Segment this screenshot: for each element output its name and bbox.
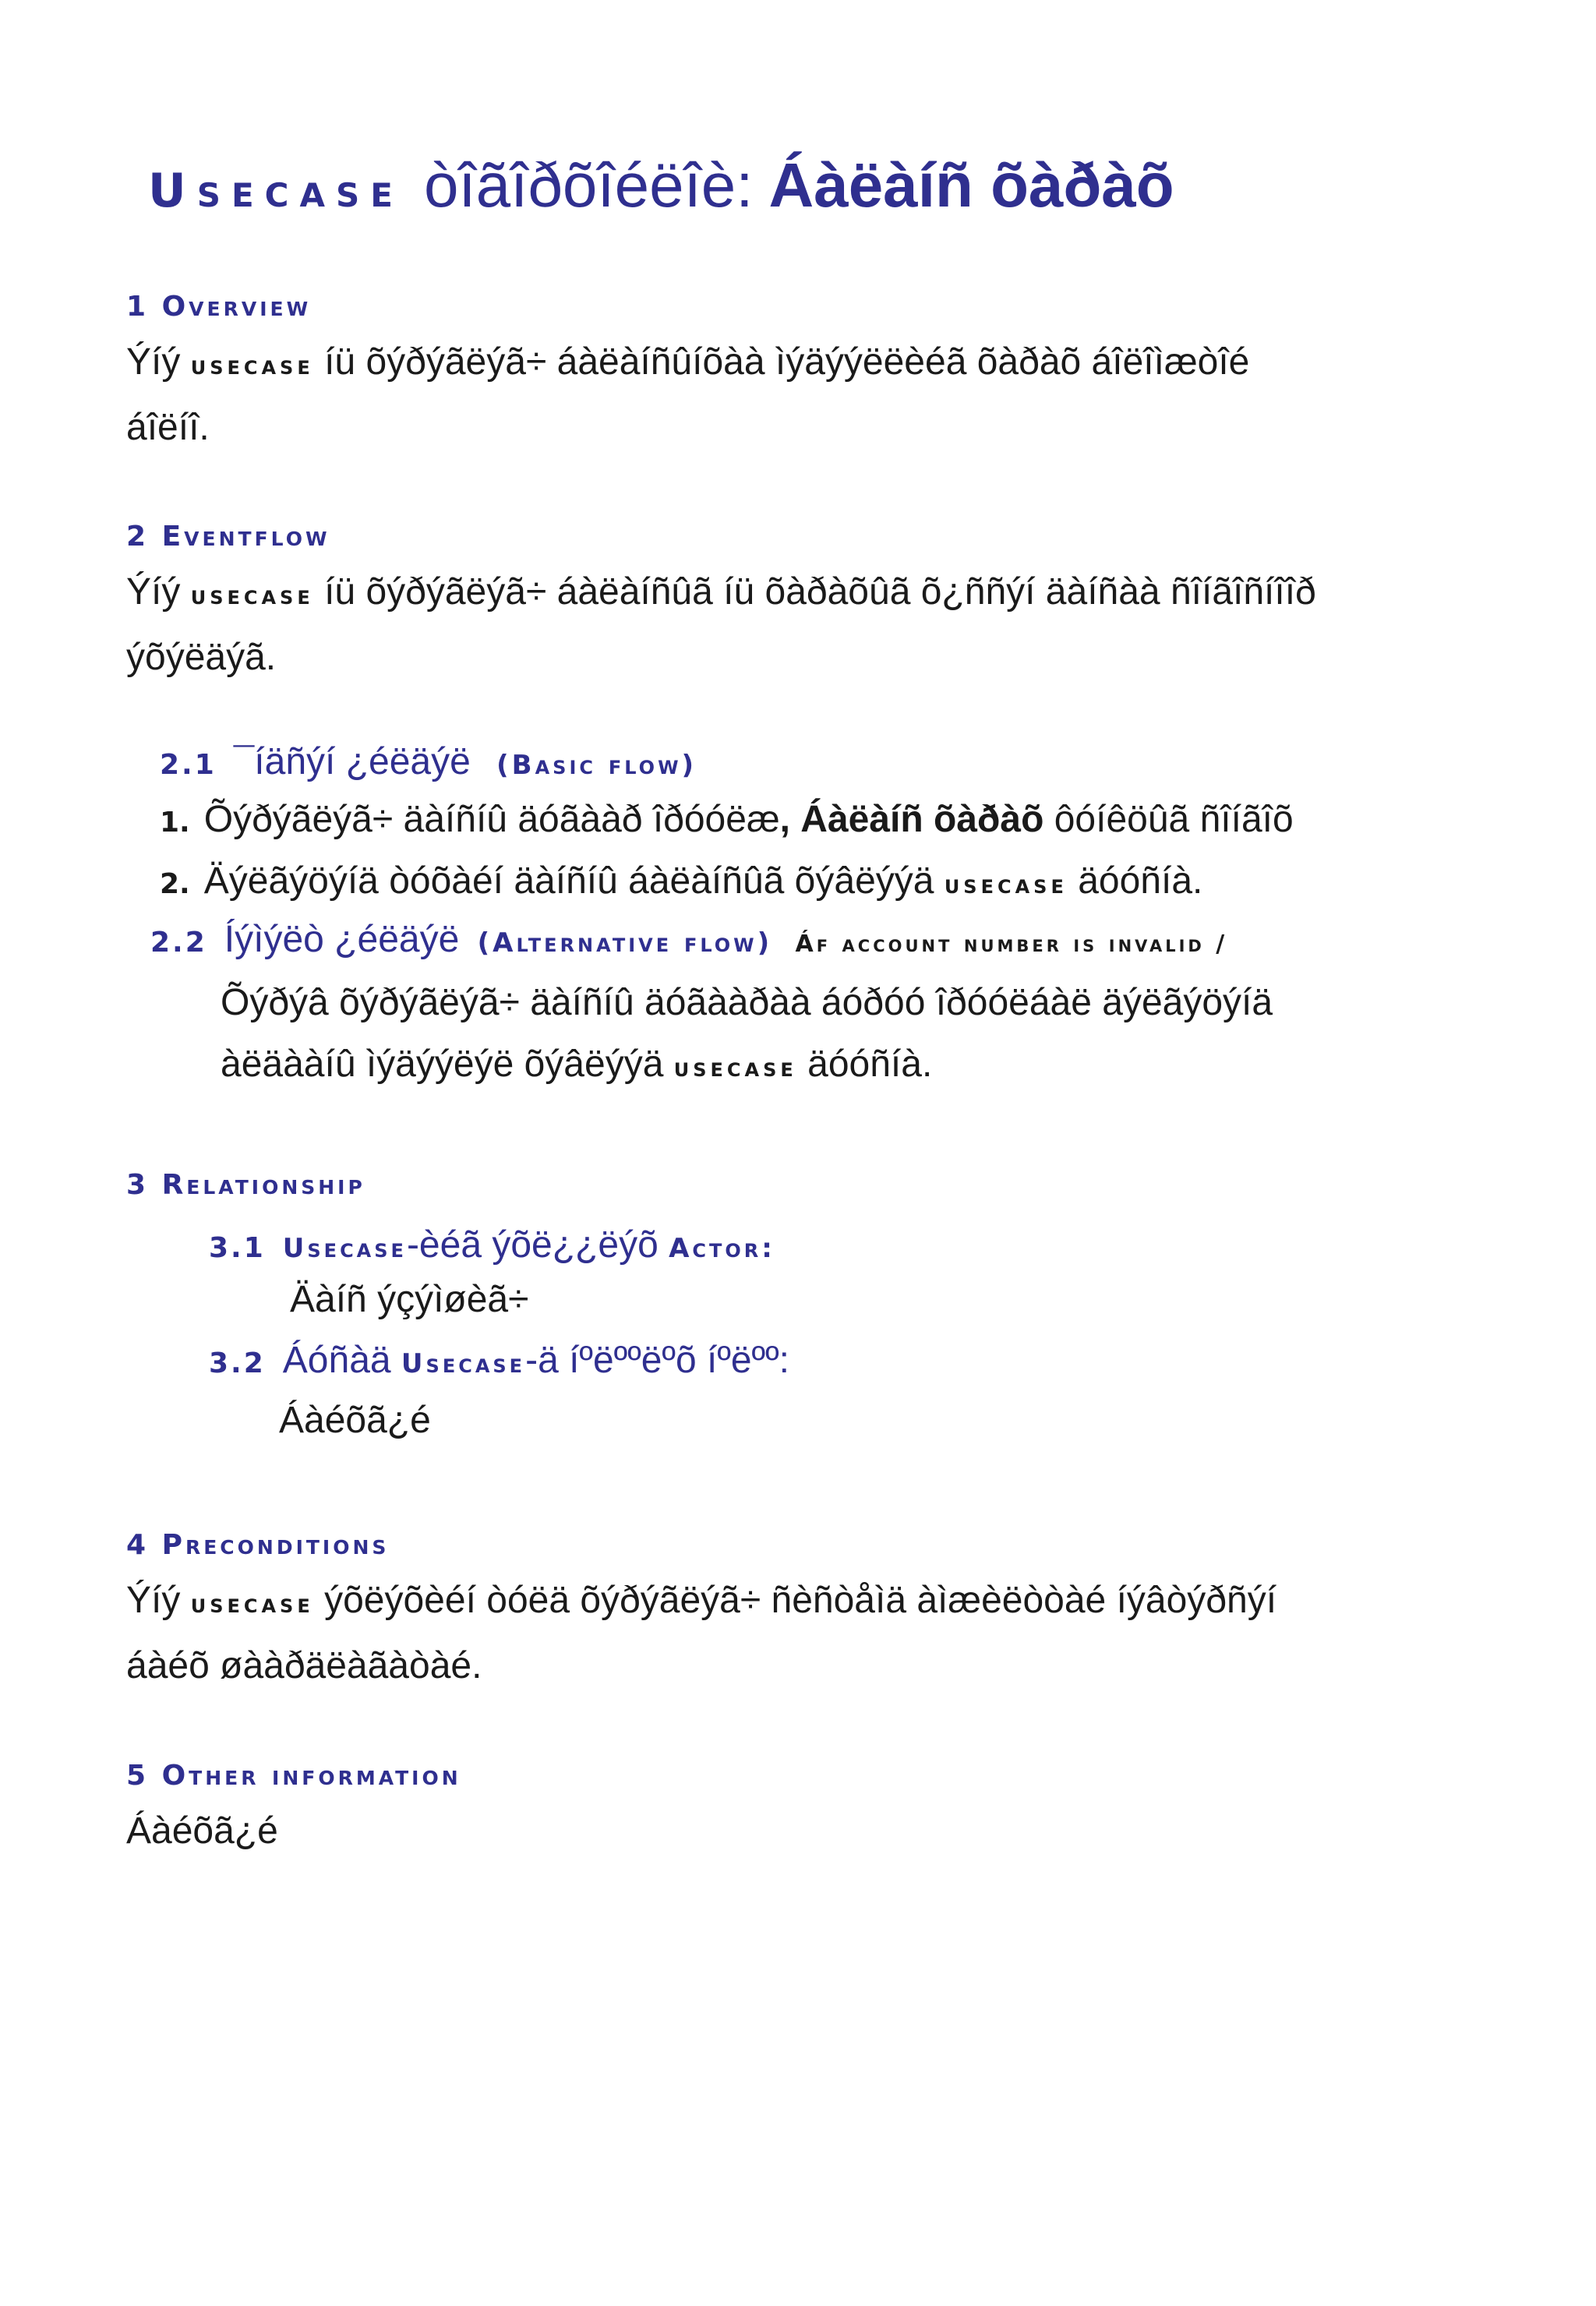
relationship-sub2-usecase: Usecase [401, 1348, 526, 1379]
step-text-pre: Äýëãýöýíä òóõàéí äàíñíû áàëàíñûã õýâëýýä [203, 860, 934, 902]
eventflow-text-post: íü õýðýãëýã÷ áàëàíñûã íü õàðàõûã õ¿ññýí äàíñàà ñîíãîñíîîð [324, 571, 1316, 613]
overview-keyword: usecase [190, 350, 314, 381]
basic-flow-step [160, 860, 1202, 902]
relationship-sub1-usecase: Usecase [282, 1233, 407, 1264]
alt-flow-condition: Áf account number is invalid / [795, 931, 1228, 958]
step-text-post: ôóíêöûã ñîíãîõ [1043, 799, 1294, 840]
alt-flow-text [221, 972, 1545, 1099]
step-text-post: äóóñíà. [1078, 860, 1203, 902]
relationship-heading: 3 Relationship [126, 1169, 365, 1201]
overview-heading: 1 Overview [126, 291, 312, 323]
title-type-label: òîãîðõîéëîè: [423, 150, 754, 220]
relationship-sub1-title: -èéã ýõë¿¿ëýõ [406, 1224, 659, 1266]
step-keyword: usecase [944, 869, 1068, 900]
relationship-sub1-value: Äàíñ ýçýìøèã÷ [290, 1279, 529, 1320]
relationship-sub2-heading [209, 1339, 789, 1382]
alt-flow-line2-pre: àëäààíû ìýäýýëýë õýâëýýä [221, 1044, 664, 1085]
overview-text-line2: áîëíî. [126, 407, 210, 448]
preconditions-text-pre: Ýíý [126, 1580, 181, 1621]
preconditions-text-line2: áàéõ øààðäëàãàòàé. [126, 1645, 482, 1686]
step-text-pre: Õýðýãëýã÷ äàíñíû äóãààð îðóóëæ [203, 799, 780, 840]
other-information-heading: 5 Other information [126, 1760, 461, 1792]
relationship-sub1-heading [209, 1224, 775, 1266]
relationship-sub2-value: Áàéõã¿é [279, 1400, 431, 1441]
relationship-sub2-number: 3.2 [209, 1347, 266, 1379]
relationship-sub2-title-post: -ä íºëººëºõ íºëºº: [525, 1340, 789, 1381]
title-usecase-label: Usecase [148, 164, 404, 218]
alt-flow-line2-post: äóóñíà. [807, 1044, 933, 1085]
basic-flow-tag: (Basic flow) [496, 750, 697, 781]
basic-flow-title: ¯íäñýí ¿éëäýë [233, 741, 471, 782]
step-number: 2. [160, 868, 190, 900]
relationship-sub1-number: 3.1 [209, 1232, 266, 1264]
preconditions-text-post: ýõëýõèéí òóëä õýðýãëýã÷ ñèñòåìä àìæèëòòàé íýâòýðñýí [324, 1580, 1277, 1621]
document-title [148, 147, 1551, 242]
alt-flow-keyword: usecase [673, 1052, 797, 1083]
relationship-sub2-title-pre: Áóñàä [282, 1340, 391, 1381]
alt-flow-line1: Õýðýâ õýðýãëýã÷ äàíñíû äóãààðàà áóðóó îðóóëáàë äýëãýöýíä [221, 982, 1273, 1023]
eventflow-text [126, 561, 1529, 689]
preconditions-keyword: usecase [190, 1588, 314, 1619]
eventflow-text-pre: Ýíý [126, 571, 181, 613]
eventflow-keyword: usecase [190, 580, 314, 611]
other-information-text: Áàéõã¿é [126, 1810, 278, 1852]
title-usecase-name: Áàëàíñ õàðàõ [768, 150, 1174, 220]
preconditions-text [126, 1570, 1513, 1697]
basic-flow-step [160, 798, 1294, 841]
alt-flow-tag: (Alternative flow) [477, 927, 773, 959]
basic-flow-number: 2.1 [160, 749, 217, 781]
overview-text-pre: Ýíý [126, 341, 181, 383]
alt-flow-heading [150, 918, 1227, 961]
step-bold-part: , Áàëàíñ õàðàõ [779, 799, 1044, 840]
alt-flow-number: 2.2 [150, 927, 207, 959]
step-number: 1. [160, 807, 190, 839]
overview-text [126, 331, 1498, 459]
overview-text-post: íü õýðýãëýã÷ áàëàíñûíõàà ìýäýýëëèéã õàðàõ áîëîìæòîé [324, 341, 1250, 383]
relationship-sub1-actor: Actor: [669, 1233, 775, 1264]
eventflow-heading: 2 Eventflow [126, 521, 330, 553]
preconditions-heading: 4 Preconditions [126, 1529, 390, 1561]
basic-flow-heading [160, 740, 697, 783]
eventflow-text-line2: ýõýëäýã. [126, 637, 277, 678]
alt-flow-title: Íýìýëò ¿éëäýë [224, 919, 460, 960]
